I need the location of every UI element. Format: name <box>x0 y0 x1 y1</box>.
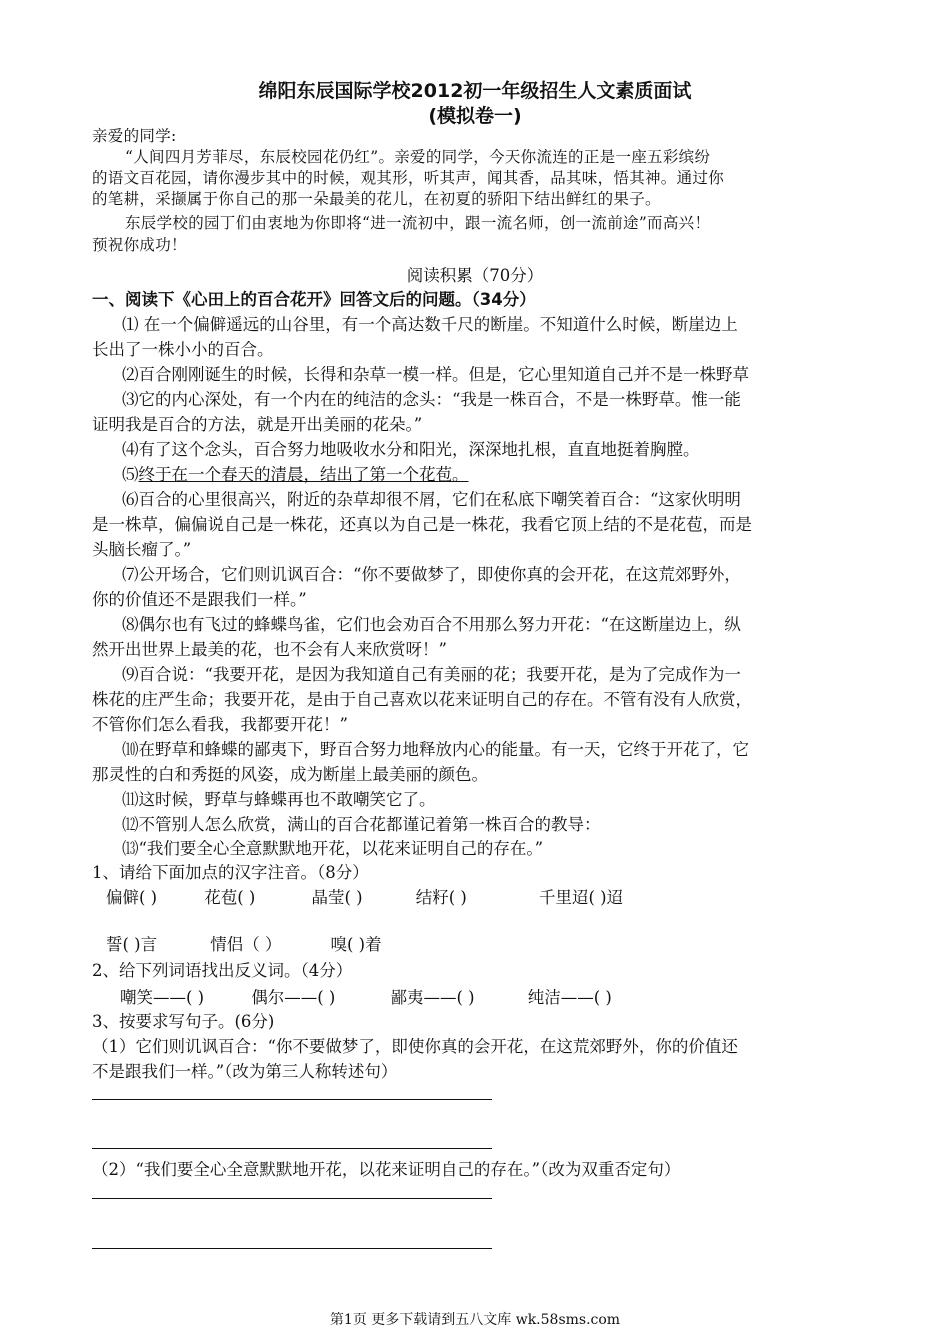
passage-line: ⑶它的内心深处，有一个内在的纯洁的念头：“我是一株百合，不是一株野草。惟一能 <box>122 390 741 409</box>
question-3-2-line: （2）“我们要全心全意默默地开花，以花来证明自己的存在。”（改为双重否定句） <box>92 1160 681 1179</box>
answer-line[interactable] <box>92 1148 492 1149</box>
page-subtitle: (模拟卷一) <box>428 105 522 127</box>
dotted-char: 苞 <box>220 888 238 907</box>
antonym-item[interactable]: 纯洁——( ) <box>527 988 612 1007</box>
intro-paragraph-line: 的笔耕，采撷属于你自己的那一朵最美的花儿，在初夏的骄阳下结出鲜红的果子。 <box>92 190 661 208</box>
pinyin-item[interactable]: 花苞( ) <box>204 888 256 907</box>
passage-line: 是一株草，偏偏说自己是一株花，还真以为自己是一株花，我看它顶上结的不是花苞，而是 <box>92 515 752 534</box>
passage-line: 头脑长瘤了。” <box>92 540 192 559</box>
pinyin-item[interactable]: 结籽( ) <box>415 888 467 907</box>
dotted-char: 侣 <box>226 935 244 954</box>
passage-line: 你的价值还不是跟我们一样。” <box>92 590 307 609</box>
passage-line: ⑻偶尔也有飞过的蜂蝶鸟雀，它们也会劝百合不用那么努力开花：“在这断崖边上，纵 <box>122 615 741 634</box>
intro-paragraph-line: 预祝你成功！ <box>92 236 187 254</box>
question-3-1-line: 不是跟我们一样。”（改为第三人称转述句） <box>92 1062 398 1081</box>
passage-line: 那灵性的白和秀挺的风姿，成为断崖上最美丽的颜色。 <box>92 765 488 784</box>
answer-line[interactable] <box>92 1198 492 1199</box>
passage-line: ⑹百合的心里很高兴，附近的杂草却很不屑，它们在私底下嘲笑着百合：“这家伙明明 <box>122 490 741 509</box>
underlined-text: 终于在一个春天的清晨，结出了第一个花苞。 <box>138 465 469 484</box>
pinyin-row-2 <box>106 931 876 955</box>
antonym-row <box>120 984 890 1008</box>
passage-line: 长出了一株小小的百合。 <box>92 340 274 359</box>
passage-line: 证明我是百合的方法，就是开出美丽的花朵。” <box>92 415 423 434</box>
question-3-prompt: 3、按要求写句子。(6分) <box>92 1012 275 1031</box>
passage-line: ⑿不管别人怎么欣赏，满山的百合花都谨记着第一株百合的教导： <box>122 815 601 834</box>
dotted-char: 嗅 <box>330 935 347 954</box>
passage-line: ⑺公开场合，它们则讥讽百合：“你不要做梦了，即使你真的会开花，在这荒郊野外， <box>122 565 741 584</box>
page-footer: 第1页 更多下载请到五八文库 wk.58sms.com <box>329 1312 621 1328</box>
passage-line: ⑷有了这个念头，百合努力地吸收水分和阳光，深深地扎根，直直地挺着胸膛。 <box>122 440 700 459</box>
passage-line: ⑾这时候，野草与蜂蝶再也不敢嘲笑它了。 <box>122 790 436 809</box>
intro-greeting: 亲爱的同学: <box>92 127 177 145</box>
pinyin-row-1 <box>106 884 876 908</box>
passage-line: ⑵百合刚刚诞生的时候，长得和杂草一模一样。但是，它心里知道自己并不是一株野草 <box>122 365 749 384</box>
pinyin-item[interactable]: 嗅( )着 <box>330 935 382 954</box>
passage-line: ⒀“我们要全心全意默默地开花，以花来证明自己的存在。” <box>122 839 544 858</box>
answer-line[interactable] <box>92 1099 492 1100</box>
antonym-item[interactable]: 鄙夷——( ) <box>390 988 475 1007</box>
intro-paragraph-line: “人间四月芳菲尽，东辰校园花仍红”。亲爱的同学，今天你流连的正是一座五彩缤纷 <box>125 148 711 166</box>
paragraph-number: ⑸ <box>122 465 139 484</box>
dotted-char: 僻 <box>122 888 139 907</box>
dotted-char: 誓 <box>106 935 123 954</box>
question-1-prompt: 1、请给下面加点的汉字注音。（8分） <box>92 863 369 882</box>
antonym-item[interactable]: 偶尔——( ) <box>251 988 336 1007</box>
question-3-1-line: （1）它们则讥讽百合：“你不要做梦了，即使你真的会开花，在这荒郊野外，你的价值还 <box>92 1037 738 1056</box>
passage-line: ⑼百合说：“我要开花，是因为我知道自己有美丽的花；我要开花，是为了完成作为一 <box>122 665 741 684</box>
passage-line: ⑴ 在一个偏僻遥远的山谷里，有一个高达数千尺的断崖。不知道什么时候，断崖边上 <box>122 315 738 334</box>
passage-line: 株花的庄严生命；我要开花，是由于自己喜欢以花来证明自己的存在。不管有没有人欣赏， <box>92 690 752 709</box>
intro-paragraph-line: 东辰学校的园丁们由衷地为你即将“进一流初中，跟一流名师，创一流前途”而高兴！ <box>125 214 711 232</box>
passage-underlined-sentence <box>92 461 892 485</box>
dotted-char: 莹 <box>328 888 345 907</box>
pinyin-item[interactable]: 千里迢( )迢 <box>539 888 624 907</box>
dotted-char: 迢 <box>572 888 589 907</box>
page-title: 绵阳东辰国际学校2012初一年级招生人文素质面试 <box>258 80 692 102</box>
pinyin-item[interactable]: 誓( )言 <box>106 935 158 954</box>
pinyin-item[interactable]: 偏僻( ) <box>106 888 158 907</box>
passage-line: 不管你们怎么看我，我都要开花！” <box>92 715 348 734</box>
question-2-prompt: 2、给下列词语找出反义词。（4分） <box>92 961 353 980</box>
pinyin-item[interactable]: 晶莹( ) <box>311 888 363 907</box>
question-1-heading: 一、阅读下《心田上的百合花开》回答文后的问题。（34分） <box>92 290 536 309</box>
pinyin-item[interactable]: 情侣（ ） <box>210 935 282 954</box>
answer-line[interactable] <box>92 1248 492 1249</box>
antonym-item[interactable]: 嘲笑——( ) <box>120 988 205 1007</box>
intro-paragraph-line: 的语文百花园，请你漫步其中的时候，观其形，听其声，闻其香，品其味，悟其神。通过你 <box>92 169 725 187</box>
dotted-char: 籽 <box>432 888 449 907</box>
section-heading: 阅读积累（70分） <box>406 266 544 285</box>
passage-line: ⑽在野草和蜂蝶的鄙夷下，野百合努力地释放内心的能量。有一天，它终于开花了，它 <box>122 740 749 759</box>
passage-line: 然开出世界上最美的花，也不会有人来欣赏呀！” <box>92 640 447 659</box>
